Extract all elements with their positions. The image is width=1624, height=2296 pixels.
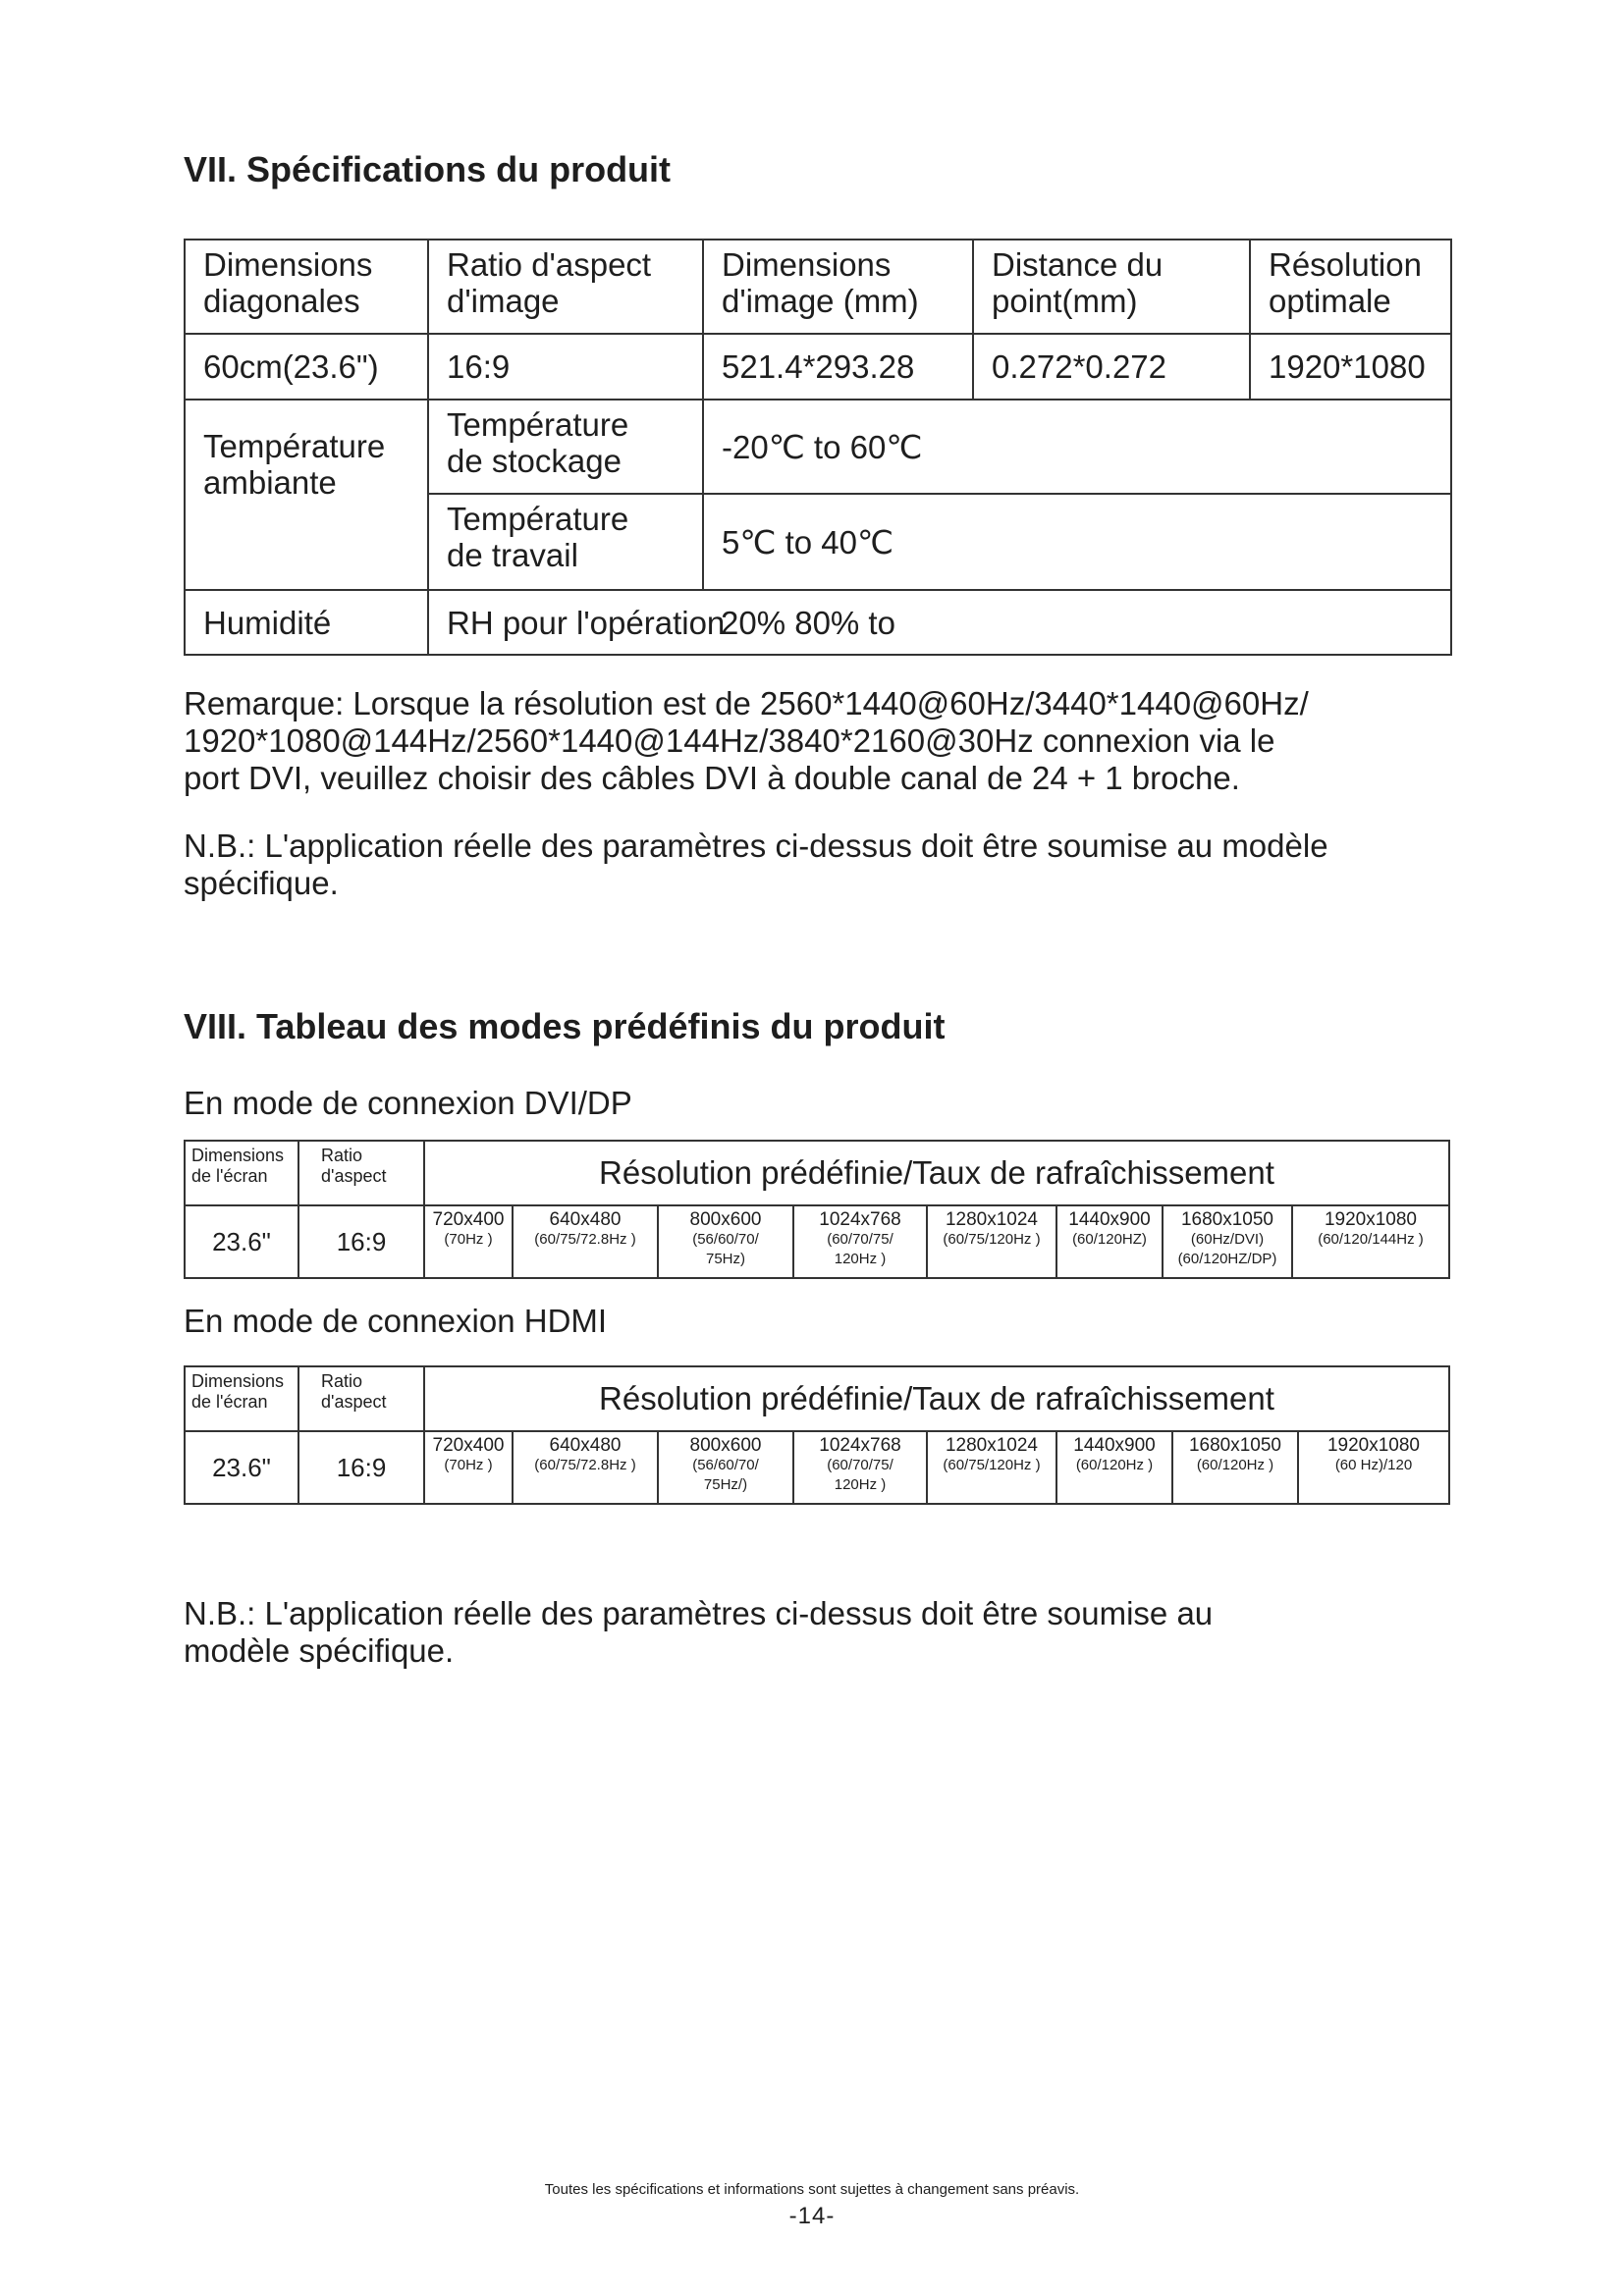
hdmi-mode: 800x600 (56/60/70/ 75Hz/) (659, 1432, 794, 1503)
page-number: -14- (788, 2203, 836, 2229)
storage-temp-value: -20℃ to 60℃ (703, 400, 1451, 494)
header-optimal-resolution: Résolution optimale (1250, 240, 1451, 334)
hdmi-mode: 640x480 (60/75/72.8Hz ) (514, 1432, 659, 1503)
dvi-size: 23.6" (185, 1205, 298, 1278)
hdmi-mode: 1024x768 (60/70/75/ 120Hz ) (794, 1432, 928, 1503)
work-temp-value: 5℃ to 40℃ (703, 494, 1451, 590)
dvi-caption: En mode de connexion DVI/DP (184, 1085, 632, 1121)
humidity-value: 20% 80% to (703, 590, 1451, 655)
hdmi-header-row (185, 1366, 1449, 1431)
header-dot-pitch: Distance du point(mm) (973, 240, 1250, 334)
hdmi-modes (424, 1431, 1449, 1504)
dvi-ratio: 16:9 (298, 1205, 424, 1278)
section8-title: VIII. Tableau des modes prédéfinis du produit (184, 1006, 946, 1046)
spec-value-row (185, 334, 1451, 400)
dvi-header-row (185, 1141, 1449, 1205)
hdmi-table-title: Résolution prédéfinie/Taux de rafraîchissement (424, 1366, 1449, 1431)
hdmi-mode: 1680x1050 (60/120Hz ) (1173, 1432, 1299, 1503)
hdmi-ratio: 16:9 (298, 1431, 424, 1504)
dvi-screen-dim-header: Dimensions de l'écran (185, 1141, 298, 1205)
humidity-label: Humidité (185, 590, 428, 655)
dvi-ratio-header: Ratio d'aspect (298, 1141, 424, 1205)
header-diagonal: Dimensions diagonales (185, 240, 428, 334)
dvi-mode: 640x480 (60/75/72.8Hz ) (514, 1206, 659, 1277)
dvi-mode: 1280x1024 (60/75/120Hz ) (928, 1206, 1057, 1277)
hdmi-ratio-header: Ratio d'aspect (298, 1366, 424, 1431)
hdmi-mode-table (184, 1365, 1450, 1505)
hdmi-screen-dim-header: Dimensions de l'écran (185, 1366, 298, 1431)
hdmi-mode: 1920x1080 (60 Hz)/120 (1326, 1435, 1421, 1473)
work-temp-label: Température de travail (428, 494, 703, 590)
value-dot-pitch: 0.272*0.272 (973, 334, 1250, 400)
dvi-data-row (185, 1205, 1449, 1278)
dvi-mode: 1440x900 (60/120HZ) (1057, 1206, 1164, 1277)
value-image-dimensions: 521.4*293.28 (703, 334, 973, 400)
hdmi-data-row (185, 1431, 1449, 1504)
dvi-table-title: Résolution prédéfinie/Taux de rafraîchissement (424, 1141, 1449, 1205)
storage-temp-row (185, 400, 1451, 494)
dvi-mode-table (184, 1140, 1450, 1279)
hdmi-mode: 1440x900 (60/120Hz ) (1057, 1432, 1173, 1503)
hdmi-mode: 1280x1024 (60/75/120Hz ) (928, 1432, 1057, 1503)
dvi-modes (424, 1205, 1449, 1278)
value-diagonal: 60cm(23.6") (185, 334, 428, 400)
hdmi-mode: 720x400 (70Hz ) (425, 1432, 514, 1503)
humidity-sublabel: RH pour l'opération (428, 590, 703, 655)
ambient-temp-label: Température ambiante (185, 400, 428, 590)
section7-note: N.B.: L'application réelle des paramètres ci-dessus doit être soumise au modèle spécifique. (184, 828, 1328, 901)
header-image-dimensions: Dimensions d'image (mm) (703, 240, 973, 334)
dvi-mode: 1680x1050 (60Hz/DVI) (60/120HZ/DP) (1164, 1206, 1293, 1277)
footer-disclaimer: Toutes les spécifications et informations sont sujettes à changement sans préavis. (544, 2181, 1080, 2198)
section8-note: N.B.: L'application réelle des paramètres ci-dessus doit être soumise au modèle spécifique. (184, 1595, 1214, 1669)
header-aspect-ratio: Ratio d'aspect d'image (428, 240, 703, 334)
value-optimal-resolution: 1920*1080 (1250, 334, 1451, 400)
spec-table (184, 239, 1452, 656)
hdmi-size: 23.6" (185, 1431, 298, 1504)
dvi-mode: 1024x768 (60/70/75/ 120Hz ) (794, 1206, 928, 1277)
value-aspect-ratio: 16:9 (428, 334, 703, 400)
storage-temp-label: Température de stockage (428, 400, 703, 494)
section7-title: VII. Spécifications du produit (184, 149, 672, 189)
dvi-mode: 720x400 (70Hz ) (425, 1206, 514, 1277)
dvi-mode: 1920x1080 (60/120/144Hz ) (1318, 1209, 1424, 1248)
hdmi-caption: En mode de connexion HDMI (184, 1303, 608, 1339)
dvi-mode: 800x600 (56/60/70/ 75Hz) (659, 1206, 794, 1277)
humidity-row (185, 590, 1451, 655)
remark-paragraph: Remarque: Lorsque la résolution est de 2560*1440@60Hz/3440*1440@60Hz/ 1920*1080@144Hz/2560*1440@144Hz/3840*2160@30Hz connexion via le port DVI, veuillez choisir des câbles DVI à double canal de 24 + 1 broche. (184, 685, 1309, 796)
spec-header-row (185, 240, 1451, 334)
